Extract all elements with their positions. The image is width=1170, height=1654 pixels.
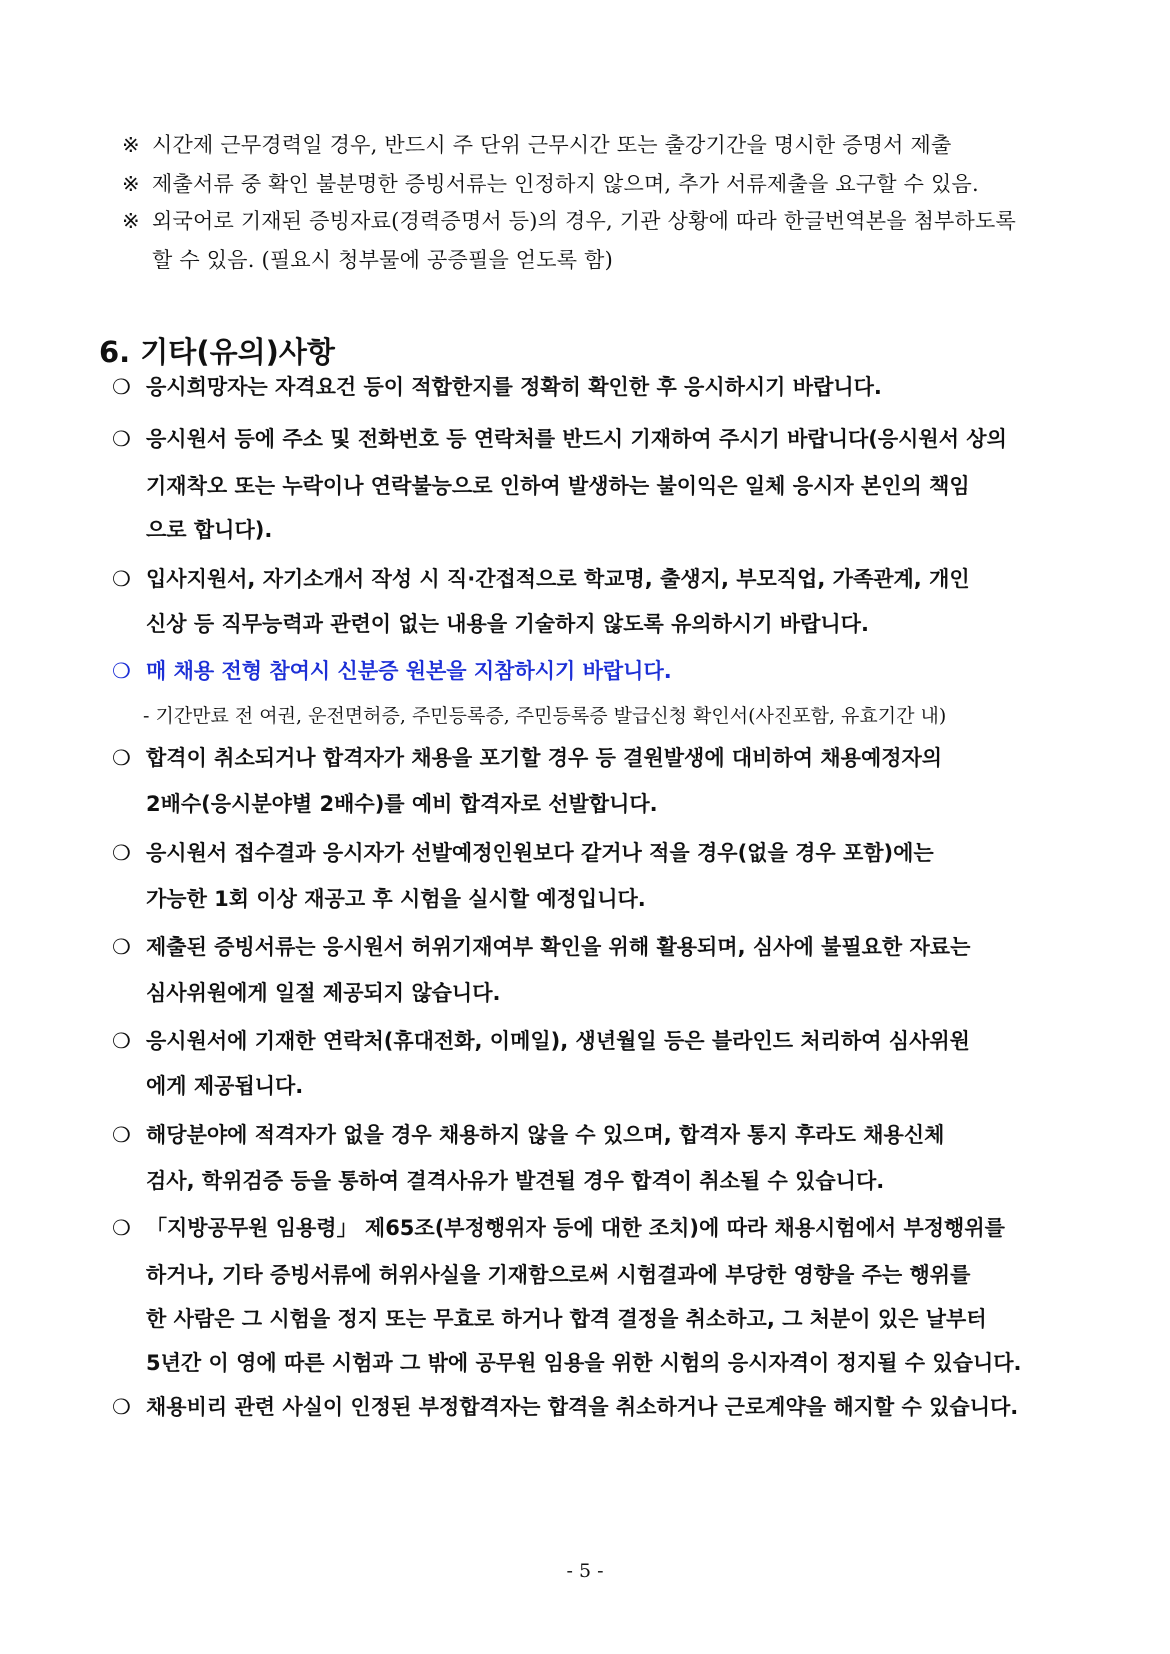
- bullet-continuation: 에게 제공됩니다.: [146, 1074, 304, 1098]
- page-number: - 5 -: [566, 1560, 604, 1582]
- reference-mark-icon: ※: [122, 172, 140, 196]
- bullet-continuation: 신상 등 직무능력과 관련이 없는 내용을 기술하지 않도록 유의하시기 바랍니다.: [146, 612, 869, 636]
- bullet-text: 응시원서 접수결과 응시자가 선발예정인원보다 같거나 적을 경우(없을 경우 포함)에는: [146, 841, 934, 865]
- bullet-text: 입사지원서, 자기소개서 작성 시 직·간접적으로 학교명, 출생지, 부모직업, 가족관계, 개인: [146, 567, 970, 591]
- bullet-continuation: 하거나, 기타 증빙서류에 허위사실을 기재함으로써 시험결과에 부당한 영향을 주는 행위를: [146, 1263, 971, 1287]
- circle-bullet-icon: ❍: [112, 659, 131, 683]
- bullet-item: [112, 1113, 1072, 1157]
- bullet-item: [112, 736, 1072, 780]
- bullet-continuation: 으로 합니다).: [146, 518, 273, 542]
- bullet-item: [112, 925, 1072, 969]
- circle-bullet-icon: ❍: [112, 1123, 131, 1147]
- bullet-text: 응시희망자는 자격요건 등이 적합한지를 정확히 확인한 후 응시하시기 바랍니다.: [146, 375, 882, 399]
- note-item: [122, 125, 1082, 165]
- circle-bullet-icon: ❍: [112, 841, 131, 865]
- circle-bullet-icon: ❍: [112, 935, 131, 959]
- note-item: [122, 164, 1082, 204]
- bullet-item-highlighted: [112, 649, 1072, 693]
- note-text: 제출서류 중 확인 불분명한 증빙서류는 인정하지 않으며, 추가 서류제출을 요구할 수 있음.: [152, 172, 979, 196]
- circle-bullet-icon: ❍: [112, 746, 131, 770]
- bullet-item: [112, 365, 1072, 409]
- bullet-text: 매 채용 전형 참여시 신분증 원본을 지참하시기 바랍니다.: [146, 659, 672, 683]
- bullet-continuation: 기재착오 또는 누락이나 연락불능으로 인하여 발생하는 불이익은 일체 응시자 본인의 책임: [146, 474, 970, 498]
- bullet-item: [112, 1206, 1072, 1250]
- bullet-item: [112, 831, 1072, 875]
- circle-bullet-icon: ❍: [112, 427, 131, 451]
- circle-bullet-icon: ❍: [112, 567, 131, 591]
- bullet-text: 합격이 취소되거나 합격자가 채용을 포기할 경우 등 결원발생에 대비하여 채용예정자의: [146, 746, 943, 770]
- bullet-continuation: 심사위원에게 일절 제공되지 않습니다.: [146, 981, 501, 1005]
- bullet-continuation: 2배수(응시분야별 2배수)를 예비 합격자로 선발합니다.: [146, 792, 658, 816]
- bullet-text: 채용비리 관련 사실이 인정된 부정합격자는 합격을 취소하거나 근로계약을 해지할 수 있습니다.: [146, 1395, 1019, 1419]
- bullet-item: [112, 1385, 1072, 1429]
- bullet-item: [112, 557, 1072, 601]
- bullet-text: 응시원서에 기재한 연락처(휴대전화, 이메일), 생년월일 등은 블라인드 처리하여 심사위원: [146, 1029, 970, 1053]
- note-continuation: 할 수 있음. (필요시 청부물에 공증필을 얻도록 함): [152, 248, 614, 272]
- bullet-continuation: 한 사람은 그 시험을 정지 또는 무효로 하거나 합격 결정을 취소하고, 그 처분이 있은 날부터: [146, 1307, 987, 1331]
- bullet-continuation: 가능한 1회 이상 재공고 후 시험을 실시할 예정입니다.: [146, 887, 646, 911]
- circle-bullet-icon: ❍: [112, 1395, 131, 1419]
- circle-bullet-icon: ❍: [112, 375, 131, 399]
- reference-mark-icon: ※: [122, 133, 140, 157]
- bullet-text: 해당분야에 적격자가 없을 경우 채용하지 않을 수 있으며, 합격자 통지 후라도 채용신체: [146, 1123, 945, 1147]
- bullet-continuation: 검사, 학위검증 등을 통하여 결격사유가 발견될 경우 합격이 취소될 수 있습니다.: [146, 1169, 885, 1193]
- note-text: 시간제 근무경력일 경우, 반드시 주 단위 근무시간 또는 출강기간을 명시한 증명서 제출: [152, 133, 952, 157]
- circle-bullet-icon: ❍: [112, 1029, 131, 1053]
- bullet-continuation: 5년간 이 영에 따른 시험과 그 밖에 공무원 임용을 위한 시험의 응시자격이 정지될 수 있습니다.: [146, 1351, 1022, 1375]
- bullet-text: 응시원서 등에 주소 및 전화번호 등 연락처를 반드시 기재하여 주시기 바랍니다(응시원서 상의: [146, 427, 1007, 451]
- bullet-text: 「지방공무원 임용령」 제65조(부정행위자 등에 대한 조치)에 따라 채용시험에서 부정행위를: [146, 1216, 1005, 1240]
- reference-mark-icon: ※: [122, 209, 140, 233]
- bullet-item: [112, 1019, 1072, 1063]
- note-text: 외국어로 기재된 증빙자료(경력증명서 등)의 경우, 기관 상황에 따라 한글번역본을 첨부하도록: [152, 209, 1017, 233]
- circle-bullet-icon: ❍: [112, 1216, 131, 1240]
- bullet-sub-item: - 기간만료 전 여권, 운전면허증, 주민등록증, 주민등록증 발급신청 확인서(사진포함, 유효기간 내): [143, 705, 947, 727]
- bullet-item: [112, 417, 1072, 461]
- bullet-text: 제출된 증빙서류는 응시원서 허위기재여부 확인을 위해 활용되며, 심사에 불필요한 자료는: [146, 935, 971, 959]
- note-item: [122, 201, 1082, 241]
- section-heading: 6. 기타(유의)사항: [99, 335, 335, 369]
